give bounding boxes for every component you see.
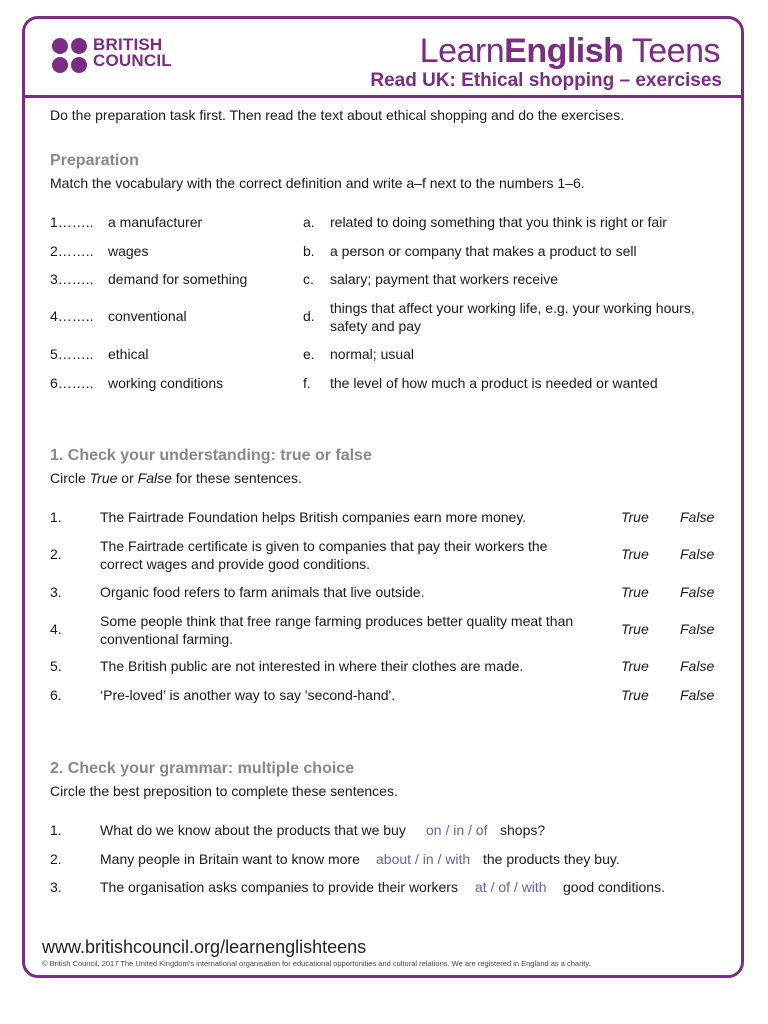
statement-text: ‘Pre-loved’ is another way to say 'second-hand'.: [100, 687, 396, 703]
statement-text: The Fairtrade certificate is given to companies that pay their workers the correct wages and provide good conditions.: [100, 538, 548, 572]
item-number: 1.: [50, 509, 62, 525]
section1-heading: 1. Check your understanding: true or false: [50, 447, 372, 464]
section2-instruction: Circle the best preposition to complete these sentences.: [50, 783, 398, 799]
item-number[interactable]: 6……..: [50, 375, 94, 391]
footer-url[interactable]: www.britishcouncil.org/learnenglishteens: [42, 937, 367, 957]
learnenglish-teens-brand: LearnEnglish Teens: [419, 32, 720, 70]
item-number[interactable]: 2……..: [50, 243, 94, 259]
statement-text: The British public are not interested in where their clothes are made.: [100, 658, 524, 674]
vocab-term: wages: [108, 243, 149, 259]
statement-text: The Fairtrade Foundation helps British companies earn more money.: [100, 509, 527, 525]
true-option[interactable]: True: [621, 658, 649, 674]
item-number: 1.: [50, 822, 62, 838]
false-option[interactable]: False: [680, 546, 715, 562]
definition-text: things that affect your working life, e.g. your working hours, safety and pay: [330, 300, 695, 334]
item-number[interactable]: 3……..: [50, 271, 94, 287]
sentence-end: shops?: [500, 822, 546, 838]
item-number[interactable]: 5……..: [50, 346, 94, 362]
item-number: 3.: [50, 584, 62, 600]
definition-text: a person or company that makes a product to sell: [330, 243, 637, 259]
logo-dots-icon: [52, 38, 88, 74]
section1-instruction: Circle True or False for these sentences.: [50, 470, 302, 486]
vocab-term: ethical: [108, 346, 149, 362]
intro-text: Do the preparation task first. Then read the text about ethical shopping and do the exercises.: [50, 107, 625, 123]
item-number: 5.: [50, 658, 62, 674]
preparation-heading: Preparation: [50, 152, 139, 169]
definition-text: normal; usual: [330, 346, 415, 362]
statement-text: Organic food refers to farm animals that live outside.: [100, 584, 425, 600]
definition-letter: c.: [303, 271, 314, 287]
footer-copyright: © British Council, 2017 The United Kingdom’s international organisation for educational opportunities and cultural relations. We are registered in England as a charity.: [42, 959, 591, 968]
statement-text: Some people think that free range farming produces better quality meat than conventional farming.: [100, 613, 574, 647]
preposition-choices[interactable]: on / in / of: [426, 822, 488, 838]
preparation-instruction: Match the vocabulary with the correct definition and write a–f next to the numbers 1–6.: [50, 175, 585, 191]
sentence-end: good conditions.: [563, 879, 665, 895]
header-divider: [22, 95, 744, 98]
vocab-term: a manufacturer: [108, 214, 203, 230]
definition-text: the level of how much a product is needed or wanted: [330, 375, 658, 391]
preposition-choices[interactable]: at / of / with: [475, 879, 547, 895]
sentence-end: the products they buy.: [483, 851, 620, 867]
false-option[interactable]: False: [680, 621, 715, 637]
item-number: 2.: [50, 546, 62, 562]
section2-heading: 2. Check your grammar: multiple choice: [50, 760, 355, 777]
vocab-term: conventional: [108, 308, 187, 324]
item-number: 3.: [50, 879, 62, 895]
true-option[interactable]: True: [621, 584, 649, 600]
false-option[interactable]: False: [680, 509, 715, 525]
sentence-start: Many people in Britain want to know more: [100, 851, 360, 867]
item-number: 6.: [50, 687, 62, 703]
definition-letter: d.: [303, 308, 315, 324]
true-option[interactable]: True: [621, 509, 649, 525]
item-number: 2.: [50, 851, 62, 867]
true-option[interactable]: True: [621, 546, 649, 562]
sentence-start: The organisation asks companies to provide their workers: [100, 879, 458, 895]
definition-text: related to doing something that you think is right or fair: [330, 214, 667, 230]
definition-text: salary; payment that workers receive: [330, 271, 558, 287]
item-number[interactable]: 1……..: [50, 214, 94, 230]
true-option[interactable]: True: [621, 687, 649, 703]
definition-letter: a.: [303, 214, 315, 230]
item-number[interactable]: 4……..: [50, 308, 94, 324]
item-number: 4.: [50, 621, 62, 637]
preposition-choices[interactable]: about / in / with: [376, 851, 471, 867]
vocab-term: demand for something: [108, 271, 248, 287]
definition-letter: b.: [303, 243, 315, 259]
false-option[interactable]: False: [680, 584, 715, 600]
true-option[interactable]: True: [621, 621, 649, 637]
false-option[interactable]: False: [680, 658, 715, 674]
vocab-term: working conditions: [108, 375, 224, 391]
sentence-start: What do we know about the products that we buy: [100, 822, 406, 838]
page-title: Read UK: Ethical shopping – exercises: [370, 70, 722, 91]
logo-text: BRITISH COUNCIL: [93, 35, 172, 70]
false-option[interactable]: False: [680, 687, 715, 703]
definition-letter: f.: [303, 375, 311, 391]
definition-letter: e.: [303, 346, 315, 362]
